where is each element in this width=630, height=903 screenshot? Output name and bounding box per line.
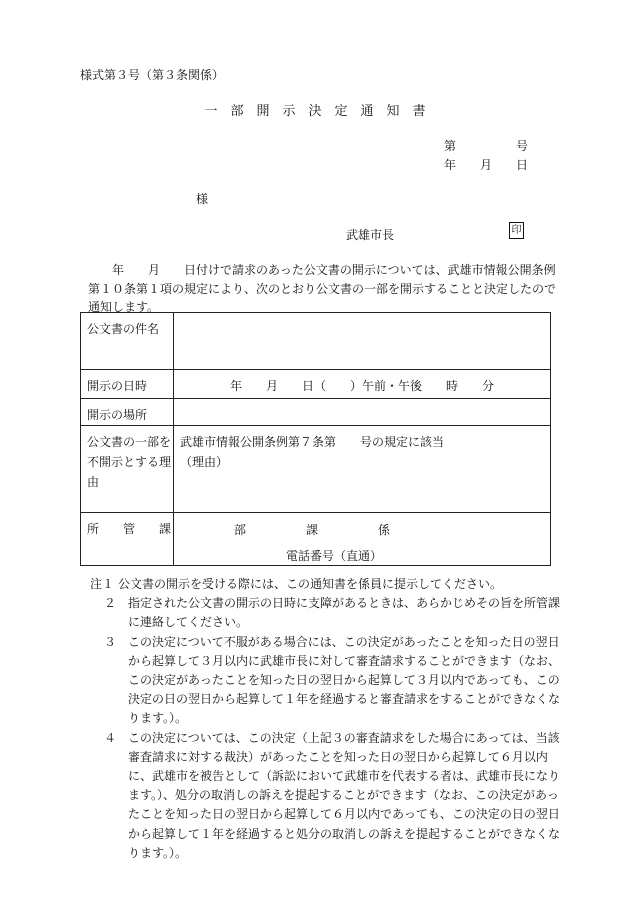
form-number: 様式第３号（第３条関係） (80, 68, 225, 82)
reason-clause: 武雄市情報公開条例第７条第 号の規定に該当 (180, 435, 445, 449)
note-number: 注１ (90, 577, 115, 591)
datetime-value: 年 月 日（ ）午前・午後 時 分 (174, 370, 551, 399)
note-text: 公文書の開示を受ける際には、この通知書を係員に提示してください。 (118, 577, 503, 591)
phone-label: 電話番号（直通） (286, 549, 383, 563)
subject-value (174, 313, 551, 370)
datetime-label: 開示の日時 (81, 370, 174, 399)
note-number: ４ (104, 730, 117, 745)
list-item (90, 594, 560, 632)
sender-name: 武雄市長 (346, 228, 395, 242)
department-value (174, 513, 551, 566)
department-label: 所 管 課 (81, 513, 174, 566)
disclosure-table (80, 312, 551, 566)
note-text: 指定された公文書の開示の日時に支障があるときは、あらかじめその旨を所管課に連絡してください。 (128, 596, 561, 630)
table-row (81, 399, 551, 426)
list-item (90, 729, 560, 863)
note-text: この決定については、この決定（上記３の審査請求をした場合にあっては、当該審査請求に対する裁決）があったことを知った日の翌日から起算して６月以内に、武雄市を被告として（訴訟において武雄市を代表する者は、武雄市長になります。）、処分の取消しの訴えを提起することができます（なお、この決定があったことを知った日の翌日から起算して６月以内であっても、この決定の日の翌日から起算して１年を経過すると処分の取消しの訴えを提起することができなくなります。）。 (128, 730, 561, 860)
notes-list (90, 575, 560, 863)
subject-label: 公文書の件名 (81, 313, 174, 370)
table-row (81, 426, 551, 513)
note-number: ２ (104, 596, 117, 611)
place-label: 開示の場所 (81, 399, 174, 426)
note-number: ３ (104, 634, 117, 649)
place-value (174, 399, 551, 426)
table-row (81, 313, 551, 370)
number-date-block (444, 137, 528, 175)
reason-label: 公文書の一部を不開示とする理由 (81, 426, 174, 513)
addressee-suffix: 様 (196, 192, 209, 206)
note-text: この決定について不服がある場合には、この決定があったことを知った日の翌日から起算して３月以内に武雄市長に対して審査請求することができます（なお、この決定があったことを知った日の翌日から起算して３月以内であっても、この決定の日の翌日から起算して１年を経過すると審査請求をすることができなくなります。）。 (128, 634, 561, 726)
list-item (90, 633, 560, 729)
page-title: 一 部 開 示 決 定 通 知 書 (204, 104, 426, 119)
reason-note: （理由） (180, 455, 229, 469)
issue-date: 年 月 日 (444, 158, 529, 172)
intro-paragraph: 年 月 日付けで請求のあった公文書の開示については、武雄市情報公開条例第１０条第１項の規定により、次のとおり公文書の一部を開示することと決定したので通知します。 (88, 263, 557, 314)
department-units: 部 課 係 (234, 523, 391, 537)
document-number: 第 号 (444, 139, 529, 153)
reason-value (174, 426, 551, 513)
seal-stamp: 印 (509, 222, 524, 239)
list-item (90, 575, 560, 594)
table-row (81, 513, 551, 566)
table-row (81, 370, 551, 399)
